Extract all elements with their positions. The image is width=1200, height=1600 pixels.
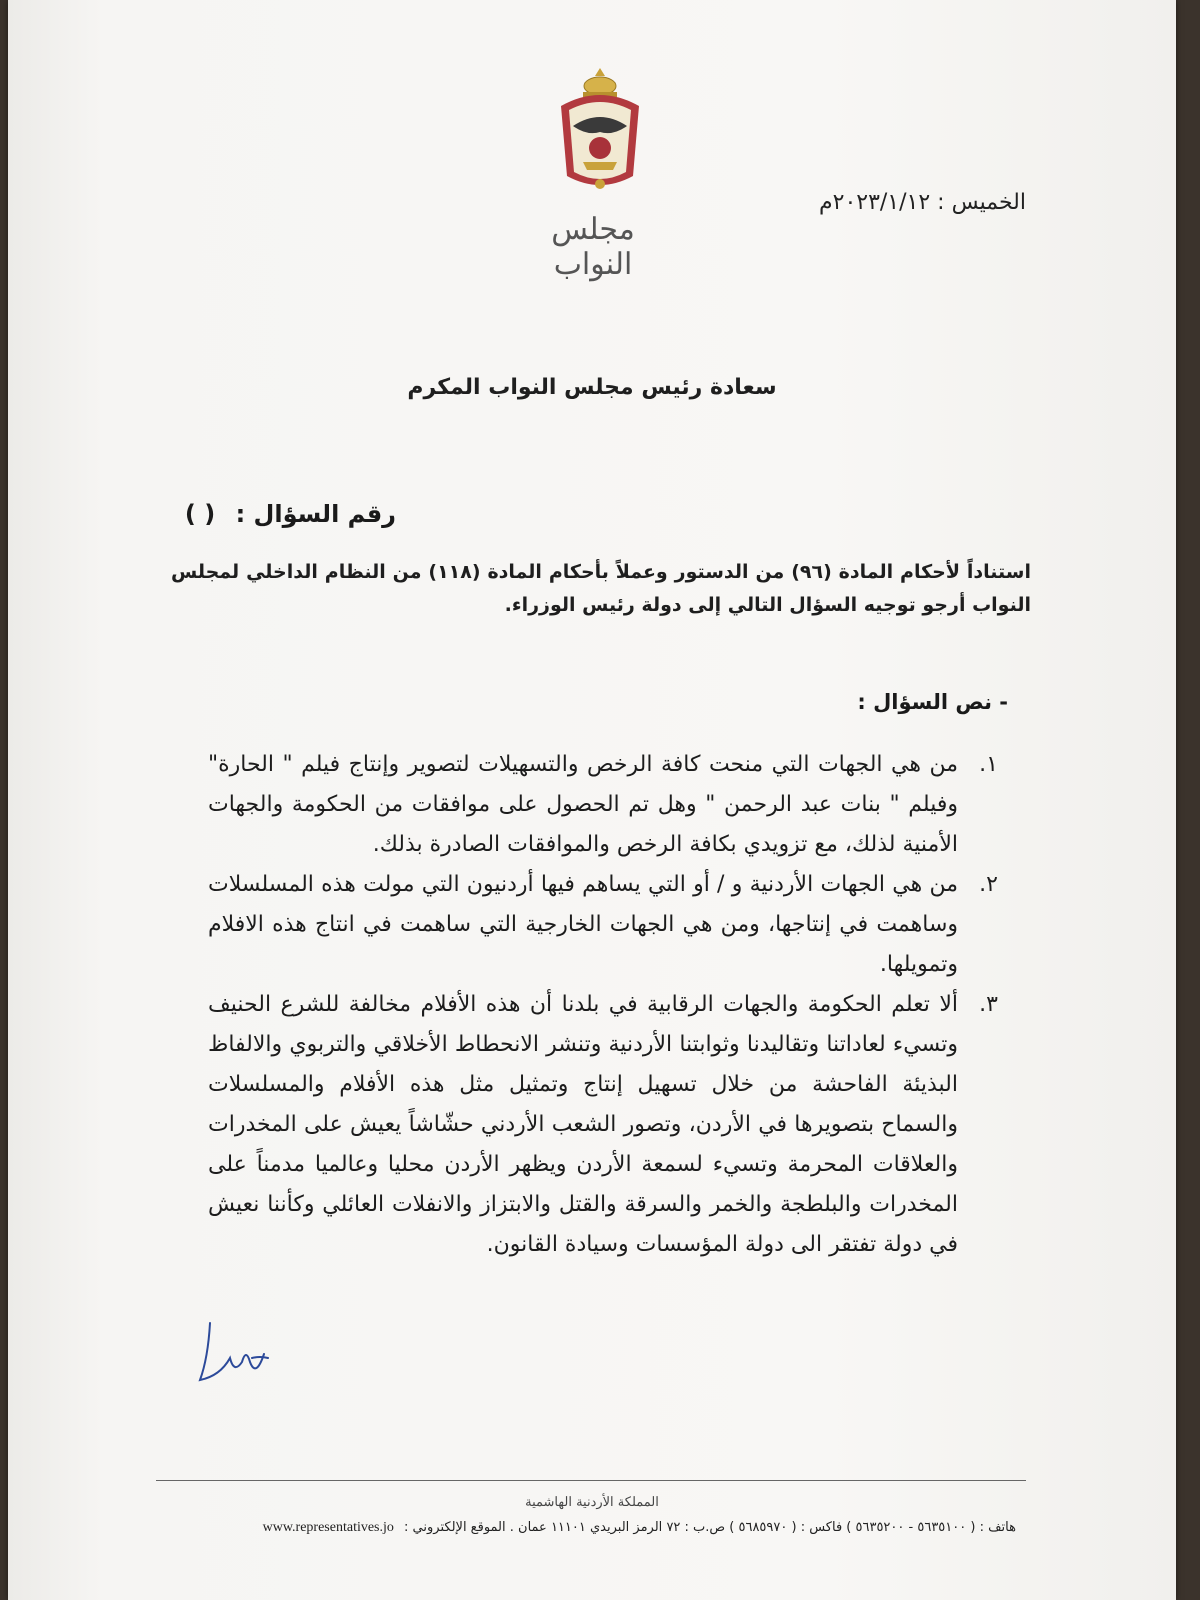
document-date [819, 190, 1026, 215]
list-item-number: ٢. [979, 872, 998, 897]
question-list [208, 745, 998, 1265]
list-item-text: من هي الجهات التي منحت كافة الرخص والتسهيلات لتصوير وإنتاج فيلم " الحارة" وفيلم " بنات عبد الرحمن " وهل تم الحصول على موافقات من الحكومة والجهات الأمنية لذلك، مع تزويدي بكافة الرخص والموافقات الصادرة بذلك. [208, 752, 958, 857]
question-number-value: ( ) [184, 500, 216, 528]
recipient-heading: سعادة رئيس مجلس النواب المكرم [407, 375, 777, 400]
date-label: الخميس : [937, 190, 1026, 215]
list-item [208, 985, 998, 1265]
list-item [208, 745, 998, 865]
question-number [185, 500, 396, 528]
list-item [208, 865, 998, 985]
list-item-number: ١. [979, 752, 998, 777]
coat-of-arms-emblem [553, 66, 647, 196]
footer-kingdom-name: المملكة الأردنية الهاشمية [525, 1495, 659, 1510]
document-page [8, 0, 1176, 1600]
list-item-number: ٣. [979, 992, 998, 1017]
footer-contact-details: هاتف : ( ٥٦٣٥١٠٠ - ٥٦٣٥٢٠٠ ) فاكس : ( ٥٦٨٥٩٧٠ ) ص.ب : ٧٢ الرمز البريدي ١١١٠١ عمان . الموقع الإلكتروني : [404, 1520, 1016, 1535]
website-link[interactable]: www.representatives.jo [262, 1520, 394, 1535]
footer-divider [156, 1480, 1026, 1481]
handwritten-signature [190, 1318, 280, 1398]
question-text-heading: - نص السؤال : [857, 690, 1008, 714]
question-number-label: رقم السؤال : [235, 500, 396, 528]
date-value: ٢٠٢٣/١/١٢م [819, 190, 931, 215]
list-item-text: من هي الجهات الأردنية و / أو التي يساهم فيها أردنيون التي مولت هذه المسلسلات وساهمت في إنتاجها، ومن هي الجهات الخارجية التي ساهمت في انتاج هذه الافلام وتمويلها. [208, 872, 958, 977]
footer-contact [263, 1520, 1016, 1536]
list-item-text: ألا تعلم الحكومة والجهات الرقابية في بلدنا أن هذه الأفلام مخالفة للشرع الحنيف وتسيء لعاداتنا وتقاليدنا وثوابتنا الأردنية وتنشر الانحطاط الأخلاقي والتربوي والالفاظ البذيئة الفاحشة من خلال تسهيل إنتاج وتمثيل مثل هذه الأفلام والمسلسلات والسماح بتصويرها في الأردن، وتصور الشعب الأردني حشّاشاً يعيش على المخدرات والعلاقات المحرمة وتسيء لسمعة الأردن ويظهر الأردن محليا وعالميا مدمناً على المخدرات والبلطجة والخمر والسرقة والقتل والابتزاز والانفلات العائلي وكأننا نعيش في دولة تفتقر الى دولة المؤسسات وسيادة القانون. [208, 992, 958, 1257]
intro-paragraph: استناداً لأحكام المادة (٩٦) من الدستور وعملاً بأحكام المادة (١١٨) من النظام الداخلي لمجلس النواب أرجو توجيه السؤال التالي إلى دولة رئيس الوزراء. [171, 561, 1031, 616]
council-logo: مجلس النواب [551, 212, 635, 282]
